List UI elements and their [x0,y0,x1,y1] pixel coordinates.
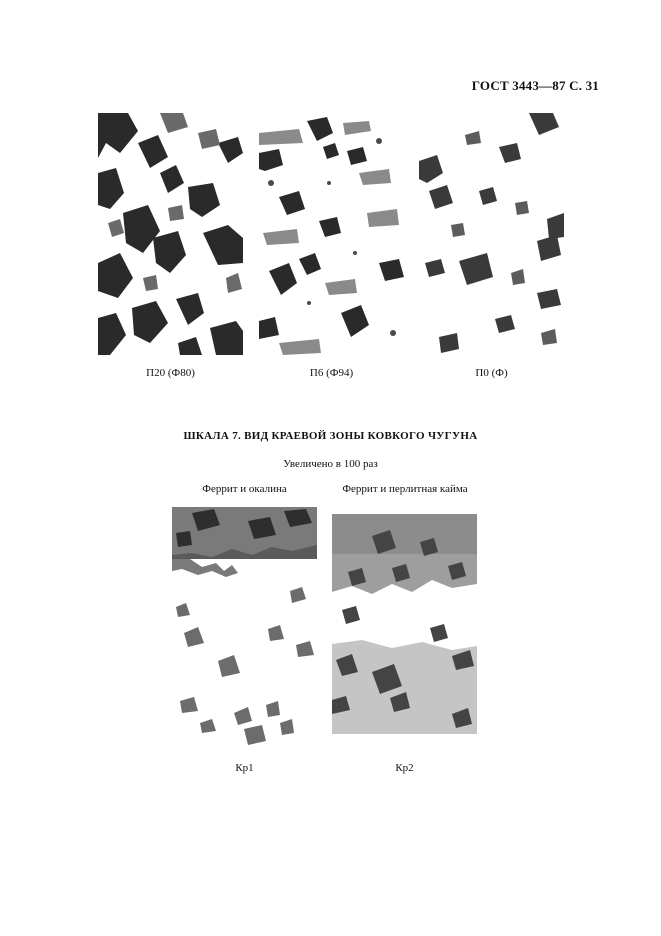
micrograph-p20-image [98,113,243,355]
column-label-ferrite-scale: Феррит и окалина [202,483,287,495]
caption-p20: П20 (Ф80) [146,367,195,379]
column-label-ferrite-pearlite: Феррит и перлитная кайма [342,483,468,495]
micrograph-p0 [419,113,564,355]
magnification-note: Увеличено в 100 раз [283,458,378,470]
micrograph-p6-image [259,113,404,355]
micrograph-p20 [98,113,243,355]
micrograph-kr1-image [172,507,317,747]
caption-kr2: Кр2 [395,762,414,774]
caption-kr1: Кр1 [235,762,254,774]
micrograph-p6 [259,113,404,355]
micrograph-kr2 [332,514,477,747]
micrograph-p0-image [419,113,564,355]
micrograph-kr2-image [332,514,477,747]
caption-p6: П6 (Ф94) [309,367,354,379]
caption-p0: П0 (Ф) [475,367,508,379]
scale-title: ШКАЛА 7. ВИД КРАЕВОЙ ЗОНЫ КОВКОГО ЧУГУНА [183,430,478,442]
micrograph-kr1 [172,507,317,747]
page-header: ГОСТ 3443—87 С. 31 [471,78,599,93]
